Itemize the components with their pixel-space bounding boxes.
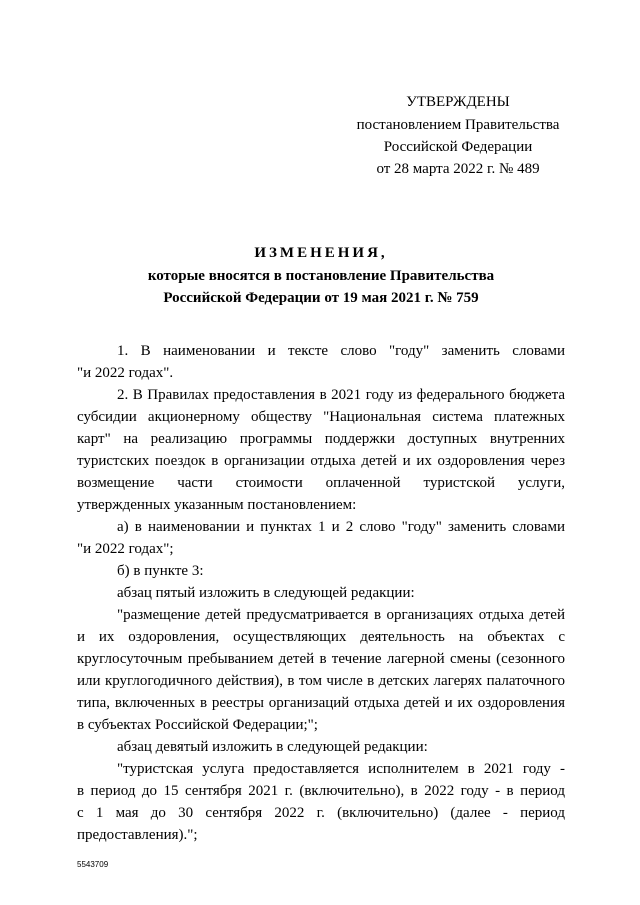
body-line: "и 2022 годах"; [77,541,174,557]
body-line: 1. В наименовании и тексте слово "году" заменить словами [117,343,565,359]
body-line: б) в пункте 3: [117,563,204,579]
body-line: и их оздоровления, осуществляющих деятельность на объектах с [77,629,565,645]
approval-line-3: от 28 марта 2022 г. № 489 [376,161,540,177]
body-line: возмещение части стоимости оплаченной туристской услуги, [77,475,565,491]
document-number: 5543709 [77,860,109,869]
body-line: "и 2022 годах". [77,365,174,381]
body-line: с 1 мая до 30 сентября 2022 г. (включительно) (далее - период [77,805,565,821]
body-line: абзац девятый изложить в следующей редакции: [117,739,428,755]
body-line: круглосуточным пребыванием детей в течение лагерной смены (сезонного [77,651,565,667]
body-line: предоставления)."; [77,827,198,843]
body-line: "туристская услуга предоставляется исполнителем в 2021 году - [117,761,565,777]
body-line: туристских поездок в организации отдыха детей и их оздоровления через [77,453,565,469]
title-sub-2: Российской Федерации от 19 мая 2021 г. № 759 [163,290,479,306]
body-line: "размещение детей предусматривается в организациях отдыха детей [117,607,565,623]
body-line: утвержденных указанным постановлением: [77,497,357,513]
body-line: типа, включенных в реестры организаций отдыха детей и их оздоровления [77,695,565,711]
body-line: 2. В Правилах предоставления в 2021 году из федерального бюджета [117,387,565,403]
body-line: субсидии акционерному обществу "Национальная система платежных [77,409,565,425]
title-main: ИЗМЕНЕНИЯ, [254,245,388,261]
body-line: или круглогодичного действия), в том числе в детских лагерях палаточного [77,673,565,689]
body-line: абзац пятый изложить в следующей редакции: [117,585,415,601]
approval-heading: УТВЕРЖДЕНЫ [406,94,510,110]
approval-line-2: Российской Федерации [383,139,533,155]
body-line: в период до 15 сентября 2021 г. (включительно), в 2022 году - в период [77,783,565,799]
approval-line-1: постановлением Правительства [356,117,560,133]
body-line: карт" на реализацию программы поддержки доступных внутренних [77,431,565,447]
body-line: в субъектах Российской Федерации;"; [77,717,318,733]
body-line: а) в наименовании и пунктах 1 и 2 слово "году" заменить словами [117,519,565,535]
title-sub-1: которые вносятся в постановление Правительства [147,268,495,284]
